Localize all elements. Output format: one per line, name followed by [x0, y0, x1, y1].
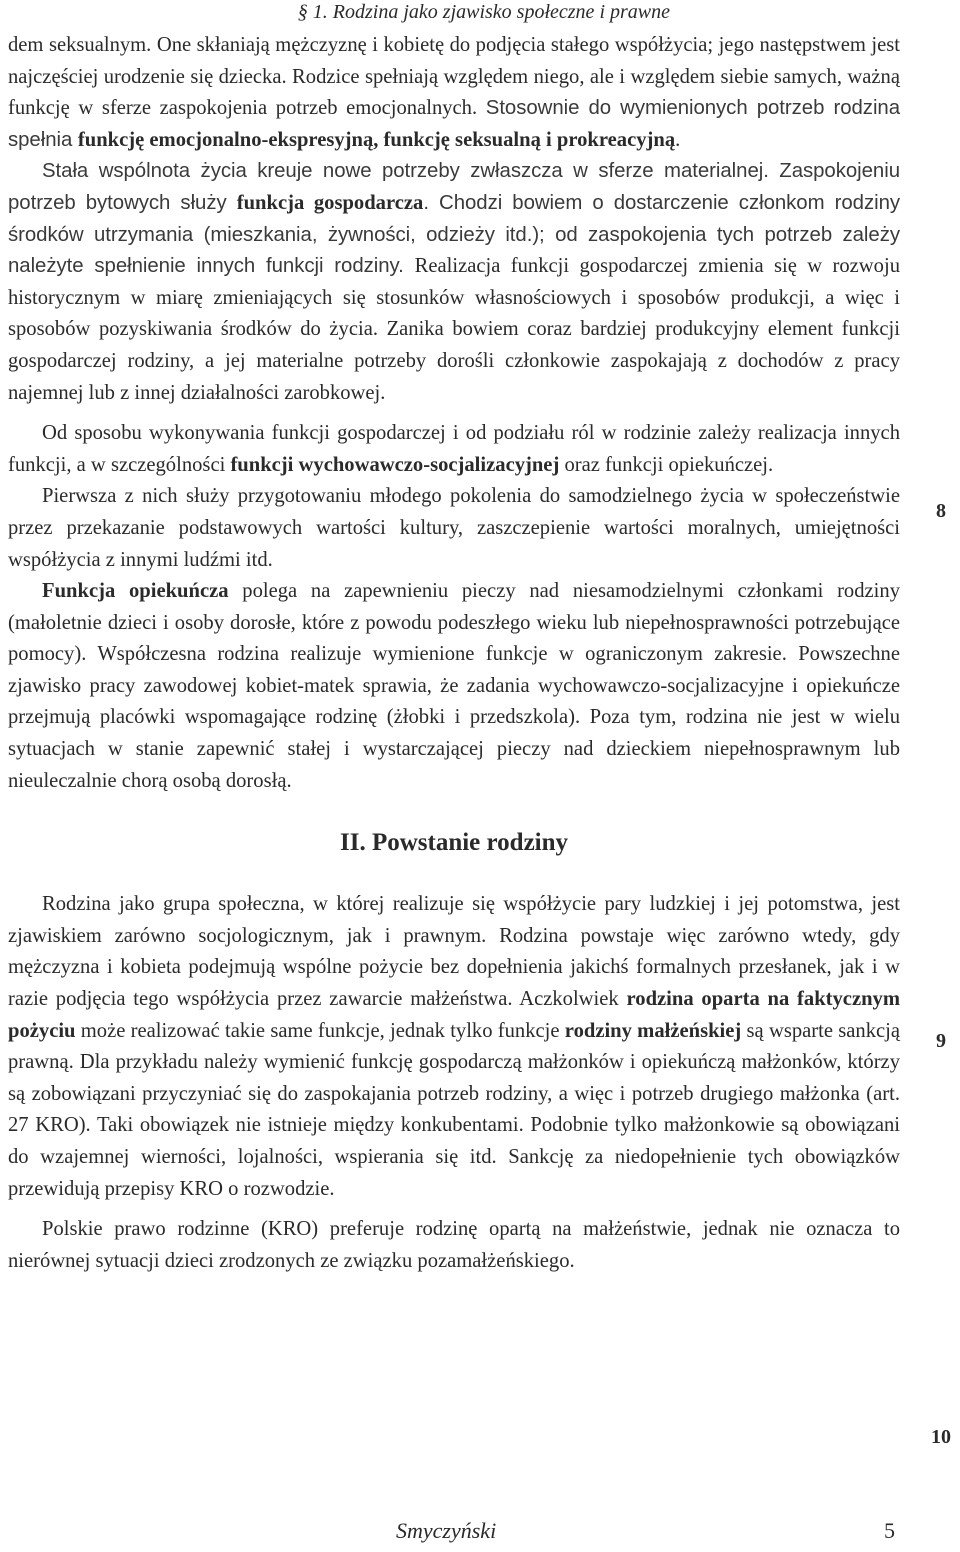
paragraph-7	[8, 1214, 900, 1277]
bold-term: funkcji wychowawczo-socjalizacyjnej	[230, 453, 560, 476]
bold-term: rodzina oparta na faktycznym pożyciu	[8, 988, 900, 1042]
text-run: . Chodzi bowiem o dostarczenie członkom rodziny środków utrzymania (mieszkania, żywności, odzieży itd.); od zaspokojenia tych potrzeb zależy należyte spełnienie innych funkcji rodziny.	[8, 191, 900, 278]
text-run: Stosownie do wymienionych potrzeb rodzina spełnia	[8, 97, 901, 151]
text-run: Od sposobu wykonywania funkcji gospodarczej i od podziału ról w rodzinie zależy realizacja innych funkcji, a w szczególności	[8, 422, 900, 476]
footer-author: Smyczyński	[396, 1518, 497, 1543]
paragraph-2	[8, 156, 900, 409]
text-run: oraz funkcji opiekuńczej.	[559, 453, 774, 476]
text-run: może realizować takie same funkcje, jednak tylko funkcje	[75, 1019, 565, 1042]
text-run: dem seksualnym. One skłaniają mężczyznę i kobietę do podjęcia stałego współżycia; jego następstwem jest najczęściej urodzenie się dziecka. Rodzice spełniają względem niego, ale i względem siebie samych, ważną funkcję w sferze zaspokojenia potrzeb emocjonalnych.	[8, 34, 900, 120]
page-number: 5	[884, 1518, 895, 1543]
page-body	[8, 30, 900, 1277]
running-header: § 1. Rodzina jako zjawisko społeczne i prawne	[297, 1, 670, 23]
bold-term: funkcję emocjonalno-ekspresyjną, funkcję seksualną i prokreacyjną	[77, 128, 676, 151]
section-heading: II. Powstanie rodziny	[339, 829, 569, 857]
paragraph-4	[8, 481, 900, 576]
text-run: Rodzina jako grupa społeczna, w której realizuje się współżycie pary ludzkiej i jej potomstwa, jest zjawiskiem zarówno socjologicznym, jak i prawnym. Rodzina powstaje więc zarówno wtedy, gdy mężczyzna i kobieta podejmują wspólne pożycie bez dopełnienia jakichś formalnych przesłanek, jak i w razie podjęcia tego współżycia przez zawarcie małżeństwa. Aczkolwiek	[8, 893, 900, 1011]
page-footer	[0, 1516, 960, 1546]
text-run: Realizacja funkcji gospodarczej zmienia się w rozwoju historycznym w miarę zmieniających się stosunków własnościowych i sposobów produkcji, a więc i sposobów pozyskiwania środków do życia. Zanika bowiem coraz bardziej produkcyjny element funkcji gospodarczej rodziny, a jej materialne potrzeby dorośli członkowie zaspokajają z dochodów z pracy najemnej lub z innej działalności zarobkowej.	[8, 255, 900, 404]
text-run: polega na zapewnieniu pieczy nad niesamodzielnymi członkami rodziny (małoletnie dzieci i osoby dorosłe, które z powodu podeszłego wieku lub niepełnosprawności potrzebujące pomocy). Współczesna rodzina realizuje wymienione funkcje w ograniczonym zakresie. Powszechne zjawisko pracy zawodowej kobiet-matek sprawia, że zadania wychowawczo-socjalizacyjne i opiekuńcze przejmują placówki wspomagające rodzinę (żłobki i przedszkola). Poza tym, rodzina nie jest w wielu sytuacjach w stanie zapewnić stałej i wystarczającej pieczy nad dzieckiem niepełnosprawnym lub nieuleczalnie chorą osobą dorosłą.	[8, 580, 900, 792]
marginal-number-9: 9	[936, 1030, 946, 1052]
text-run: są wsparte sankcją prawną. Dla przykładu należy wymienić funkcję gospodarczą małżonków i opiekuńczą małżonków, którzy są zobowiązani przyczyniać się do zaspokajania potrzeb rodziny, a więc i potrzeb drugiego małżonka (art. 27 KRO). Taki obowiązek nie istnieje między konkubentami. Podobnie tylko małżonkowie są obowiązani do wzajemnej wierności, lojalności, wspierania się itd. Sankcję za niedopełnienie tych obowiązków przewidują przepisy KRO o rozwodzie.	[8, 1019, 900, 1200]
paragraph-1	[8, 30, 900, 156]
paragraph-5	[8, 576, 900, 797]
bold-term: Funkcja opiekuńcza	[42, 580, 229, 603]
bold-term: funkcja gospodarcza	[236, 191, 424, 214]
text-run: .	[675, 128, 681, 151]
paragraph-6	[8, 889, 900, 1205]
text-run: Pierwsza z nich służy przygotowaniu młodego pokolenia do samodzielnego życia w społeczeństwie przez przekazanie podstawowych wartości kultury, zaszczepienie wartości moralnych, umiejętności współżycia z innymi ludźmi itd.	[8, 485, 900, 571]
marginal-number-8: 8	[936, 500, 946, 522]
paragraph-3	[8, 418, 900, 481]
marginal-number-10: 10	[931, 1426, 951, 1448]
bold-term: rodziny małżeńskiej	[564, 1019, 742, 1042]
text-run: Polskie prawo rodzinne (KRO) preferuje rodzinę opartą na małżeństwie, jednak nie oznacza to nierównej sytuacji dzieci zrodzonych ze związku pozamałżeńskiego.	[8, 1218, 900, 1272]
text-run: Stała wspólnota życia kreuje nowe potrzeby zwłaszcza w sferze materialnej. Zaspokojeniu potrzeb bytowych służy	[8, 160, 900, 214]
